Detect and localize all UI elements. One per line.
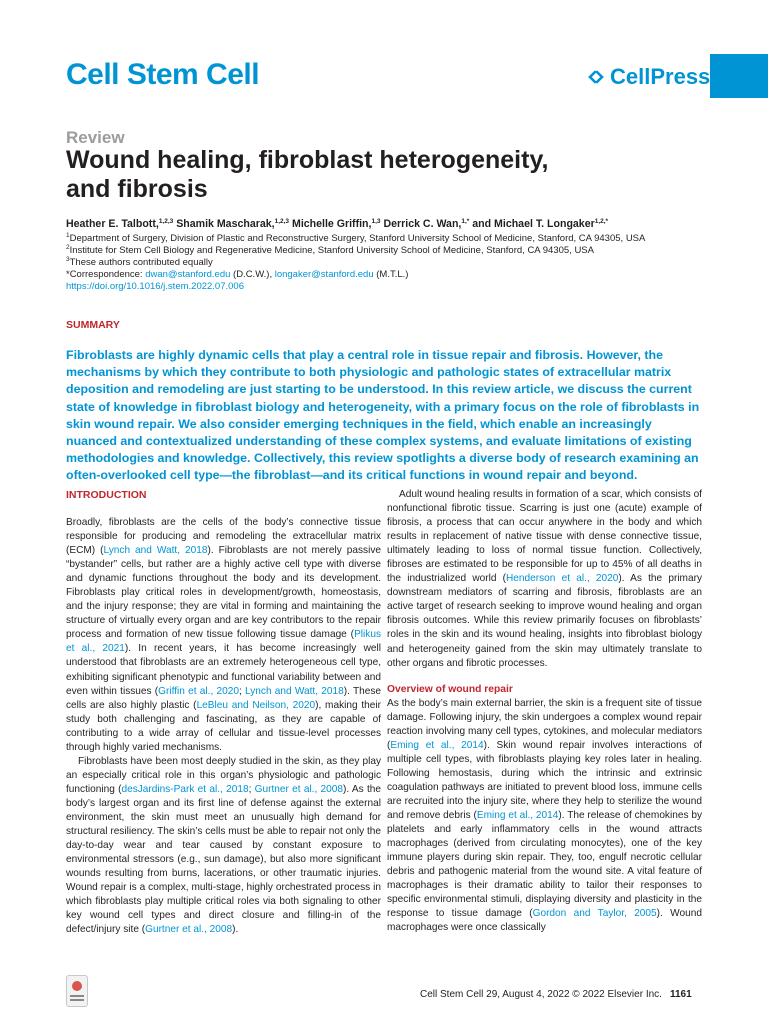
author-list	[66, 218, 716, 231]
article-type: Review	[66, 128, 125, 147]
author-name: Derrick C. Wan,	[380, 218, 462, 230]
citation-link[interactable]: Eming et al., 2014	[476, 809, 559, 821]
paragraph: As the body’s main external barrier, the skin is a frequent site of tissue damage. Following injury, the skin undergoes a complex wound repair reaction involving many cell types, cytokines, and molecular mediators (Eming et al., 2014). Skin wound repair involves interactions of multiple cell types, with fibroblasts playing key roles later in healing. Following hemostasis, during which the intrinsic and extrinsic coagulation pathways are initiated to prevent blood loss, immune cells are recruited into the injury site, where they help to sterilize the wound and remove debris (Eming et al., 2014). The release of chemokines by platelets and early inflammatory cells in the wound attracts macrophages (derived from circulating monocytes), one of the key immune players during skin repair. They, too, engulf necrotic cellular debris and pathogenic material from the wound site. A vital feature of macrophages is their dramatic ability to tailor their responses to specific environmental stimuli, displaying diversity and plasticity in the response to tissue damage (Gordon and Taylor, 2005). Wound macrophages were once classically	[387, 697, 703, 934]
author-name: Shamik Mascharak,	[173, 218, 275, 230]
citation-link[interactable]: Griffin et al., 2020	[158, 685, 239, 697]
citation-link[interactable]: Eming et al., 2014	[390, 739, 484, 751]
footer-citation: Cell Stem Cell 29, August 4, 2022 © 2022 Elsevier Inc.	[420, 989, 662, 1000]
email-link-longaker[interactable]: longaker@stanford.edu	[274, 269, 374, 280]
publisher-name: CellPress	[610, 64, 711, 89]
citation-link[interactable]: desJardins-Park et al., 2018	[121, 783, 249, 795]
paragraph: Broadly, fibroblasts are the cells of the body’s connective tissue responsible for producing and remodeling the extracellular matrix (ECM) (Lynch and Watt, 2018). Fibroblasts are not merely passive “bystander” cells, but rather are a highly active cell type with diverse and dynamic functions throughout the body and its development. Fibroblasts play critical roles in development/growth, homeostasis, and the injury response; they are vital in forming and maintaining the structure of virtually every organ and are key contributors to the repair process and formation of new tissue following tissue damage (Plikus et al., 2021). In recent years, it has become increasingly well understood that fibroblasts are an extremely heterogeneous cell type, exhibiting significant phenotypic and functional variability between and even within tissues (Griffin et al., 2020; Lynch and Watt, 2018). These cells are also highly plastic (LeBleu and Neilson, 2020), making their study both challenging and fascinating, as they are capable of contributing to a wide array of cellular and tissue-level processes through highly varied mechanisms.	[66, 517, 382, 753]
author-name: Heather E. Talbott,	[66, 218, 159, 230]
summary-heading: SUMMARY	[66, 319, 120, 331]
citation-link[interactable]: Gordon and Taylor, 2005	[532, 908, 657, 920]
left-column	[66, 488, 381, 937]
summary-text: Fibroblasts are highly dynamic cells that play a central role in tissue repair and fibrosis. However, the mechanisms by which they contribute to both physiologic and pathologic states of extracellular matrix deposition and remodeling are just starting to be understood. In this review article, we discuss the current state of knowledge in fibroblast biology and heterogeneity, with a primary focus on the role of fibroblasts in skin wound repair. We also consider emerging techniques in the field, which enable an increasingly nuanced and contextualized understanding of these complex systems, and evaluate limitations of existing methodologies and knowledge. Collectively, this review spotlights a diverse body of research examining an often-overlooked cell type—the fibroblast—and its critical functions in wound repair and beyond.	[66, 348, 700, 483]
publisher-logo[interactable]	[586, 64, 710, 90]
citation-link[interactable]: Gurtner et al., 2008	[254, 783, 344, 795]
doi-link[interactable]: https://doi.org/10.1016/j.stem.2022.07.006	[66, 281, 244, 292]
introduction-heading: INTRODUCTION	[66, 489, 147, 501]
page-footer	[420, 989, 692, 1000]
affiliation-2: $^2$Institute for Stem Cell Biology and Regenerative Medicine, Stanford University School of Medicine, Stanford, CA 94305, USA	[66, 244, 594, 256]
paragraph: Adult wound healing results in formation of a scar, which consists of nonfunctional fibrotic tissue. Scarring is just one (acute) example of fibrosis, a process that can occur anywhere in the body and which results in replacement of native tissue with dense connective tissue, ultimately leading to loss of normal tissue function. Collectively, fibroses are estimated to be responsible for up to 45% of all deaths in the industrialized world (Henderson et al., 2020). As the primary downstream mediators of scarring and fibrosis, fibroblasts are an active target of research seeking to improve wound healing and organ fibrosis outcomes. While this review primarily focuses on fibroblasts’ roles in the skin and its wound healing, insights into fibroblast biology and heterogeneity gained from the skin may ultimately translate to other organs and fibrotic processes.	[387, 489, 702, 669]
author-affiliation-marker: 1,2,*	[594, 218, 609, 225]
citation-link[interactable]: LeBleu and Neilson, 2020	[196, 699, 316, 711]
cellpress-icon	[586, 68, 606, 86]
article-title: Wound healing, fibroblast heterogeneity, and fibrosis	[66, 146, 549, 203]
affiliation-3: $^3$These authors contributed equally	[66, 256, 213, 268]
right-column	[387, 488, 702, 935]
author-affiliation-marker: 1,2,3	[274, 218, 290, 225]
page-number: 1161	[669, 989, 692, 1000]
corner-tab	[710, 54, 768, 98]
citation-link[interactable]: Lynch and Watt, 2018	[103, 545, 208, 557]
correspondence: *Correspondence: dwan@stanford.edu (D.C.W.), longaker@stanford.edu (M.T.L.)	[66, 269, 409, 280]
author-name: Michelle Griffin,	[289, 218, 372, 230]
citation-link[interactable]: Gurtner et al., 2008	[145, 924, 233, 936]
email-link-wan[interactable]: dwan@stanford.edu	[145, 269, 231, 280]
citation-link[interactable]: Plikus et al., 2021	[66, 629, 381, 655]
check-for-updates-icon[interactable]	[66, 975, 88, 1007]
citation-link[interactable]: Henderson et al., 2020	[506, 573, 619, 585]
author-affiliation-marker: 1,2,3	[158, 218, 174, 225]
citation-link[interactable]: Lynch and Watt, 2018	[245, 685, 344, 697]
author-affiliation-marker: 1,*	[461, 218, 470, 225]
journal-title: Cell Stem Cell	[66, 58, 260, 91]
subsection-heading: Overview of wound repair	[387, 683, 513, 695]
author-name: and Michael T. Longaker	[469, 218, 595, 230]
affiliation-1: $^1$Department of Surgery, Division of Plastic and Reconstructive Surgery, Stanford University School of Medicine, Stanford, CA 94305, USA	[66, 232, 646, 244]
doi	[66, 281, 716, 293]
paragraph: Fibroblasts have been most deeply studied in the skin, as they play an especially critical role in this organ’s physiologic and pathologic functioning (desJardins-Park et al., 2018; Gurtner et al., 2008). As the body’s largest organ and its first line of defense against the external environment, the skin must meet an unusually high demand for structural resiliency. The skin’s cells must be able to repair not only the day-to-day wear and tear caused by constant exposure to environmental stressors (e.g., sun damage), but also more significant wounds resulting from burns, lacerations, or other traumatic injuries. Wound repair is a complex, multi-stage, highly orchestrated process in which fibroblasts play multiple critical roles via both signaling to other key wound cell types and direct closure and filling-in of the defect/injury site (Gurtner et al., 2008).	[66, 755, 381, 936]
author-affiliation-marker: 1,3	[371, 218, 381, 225]
